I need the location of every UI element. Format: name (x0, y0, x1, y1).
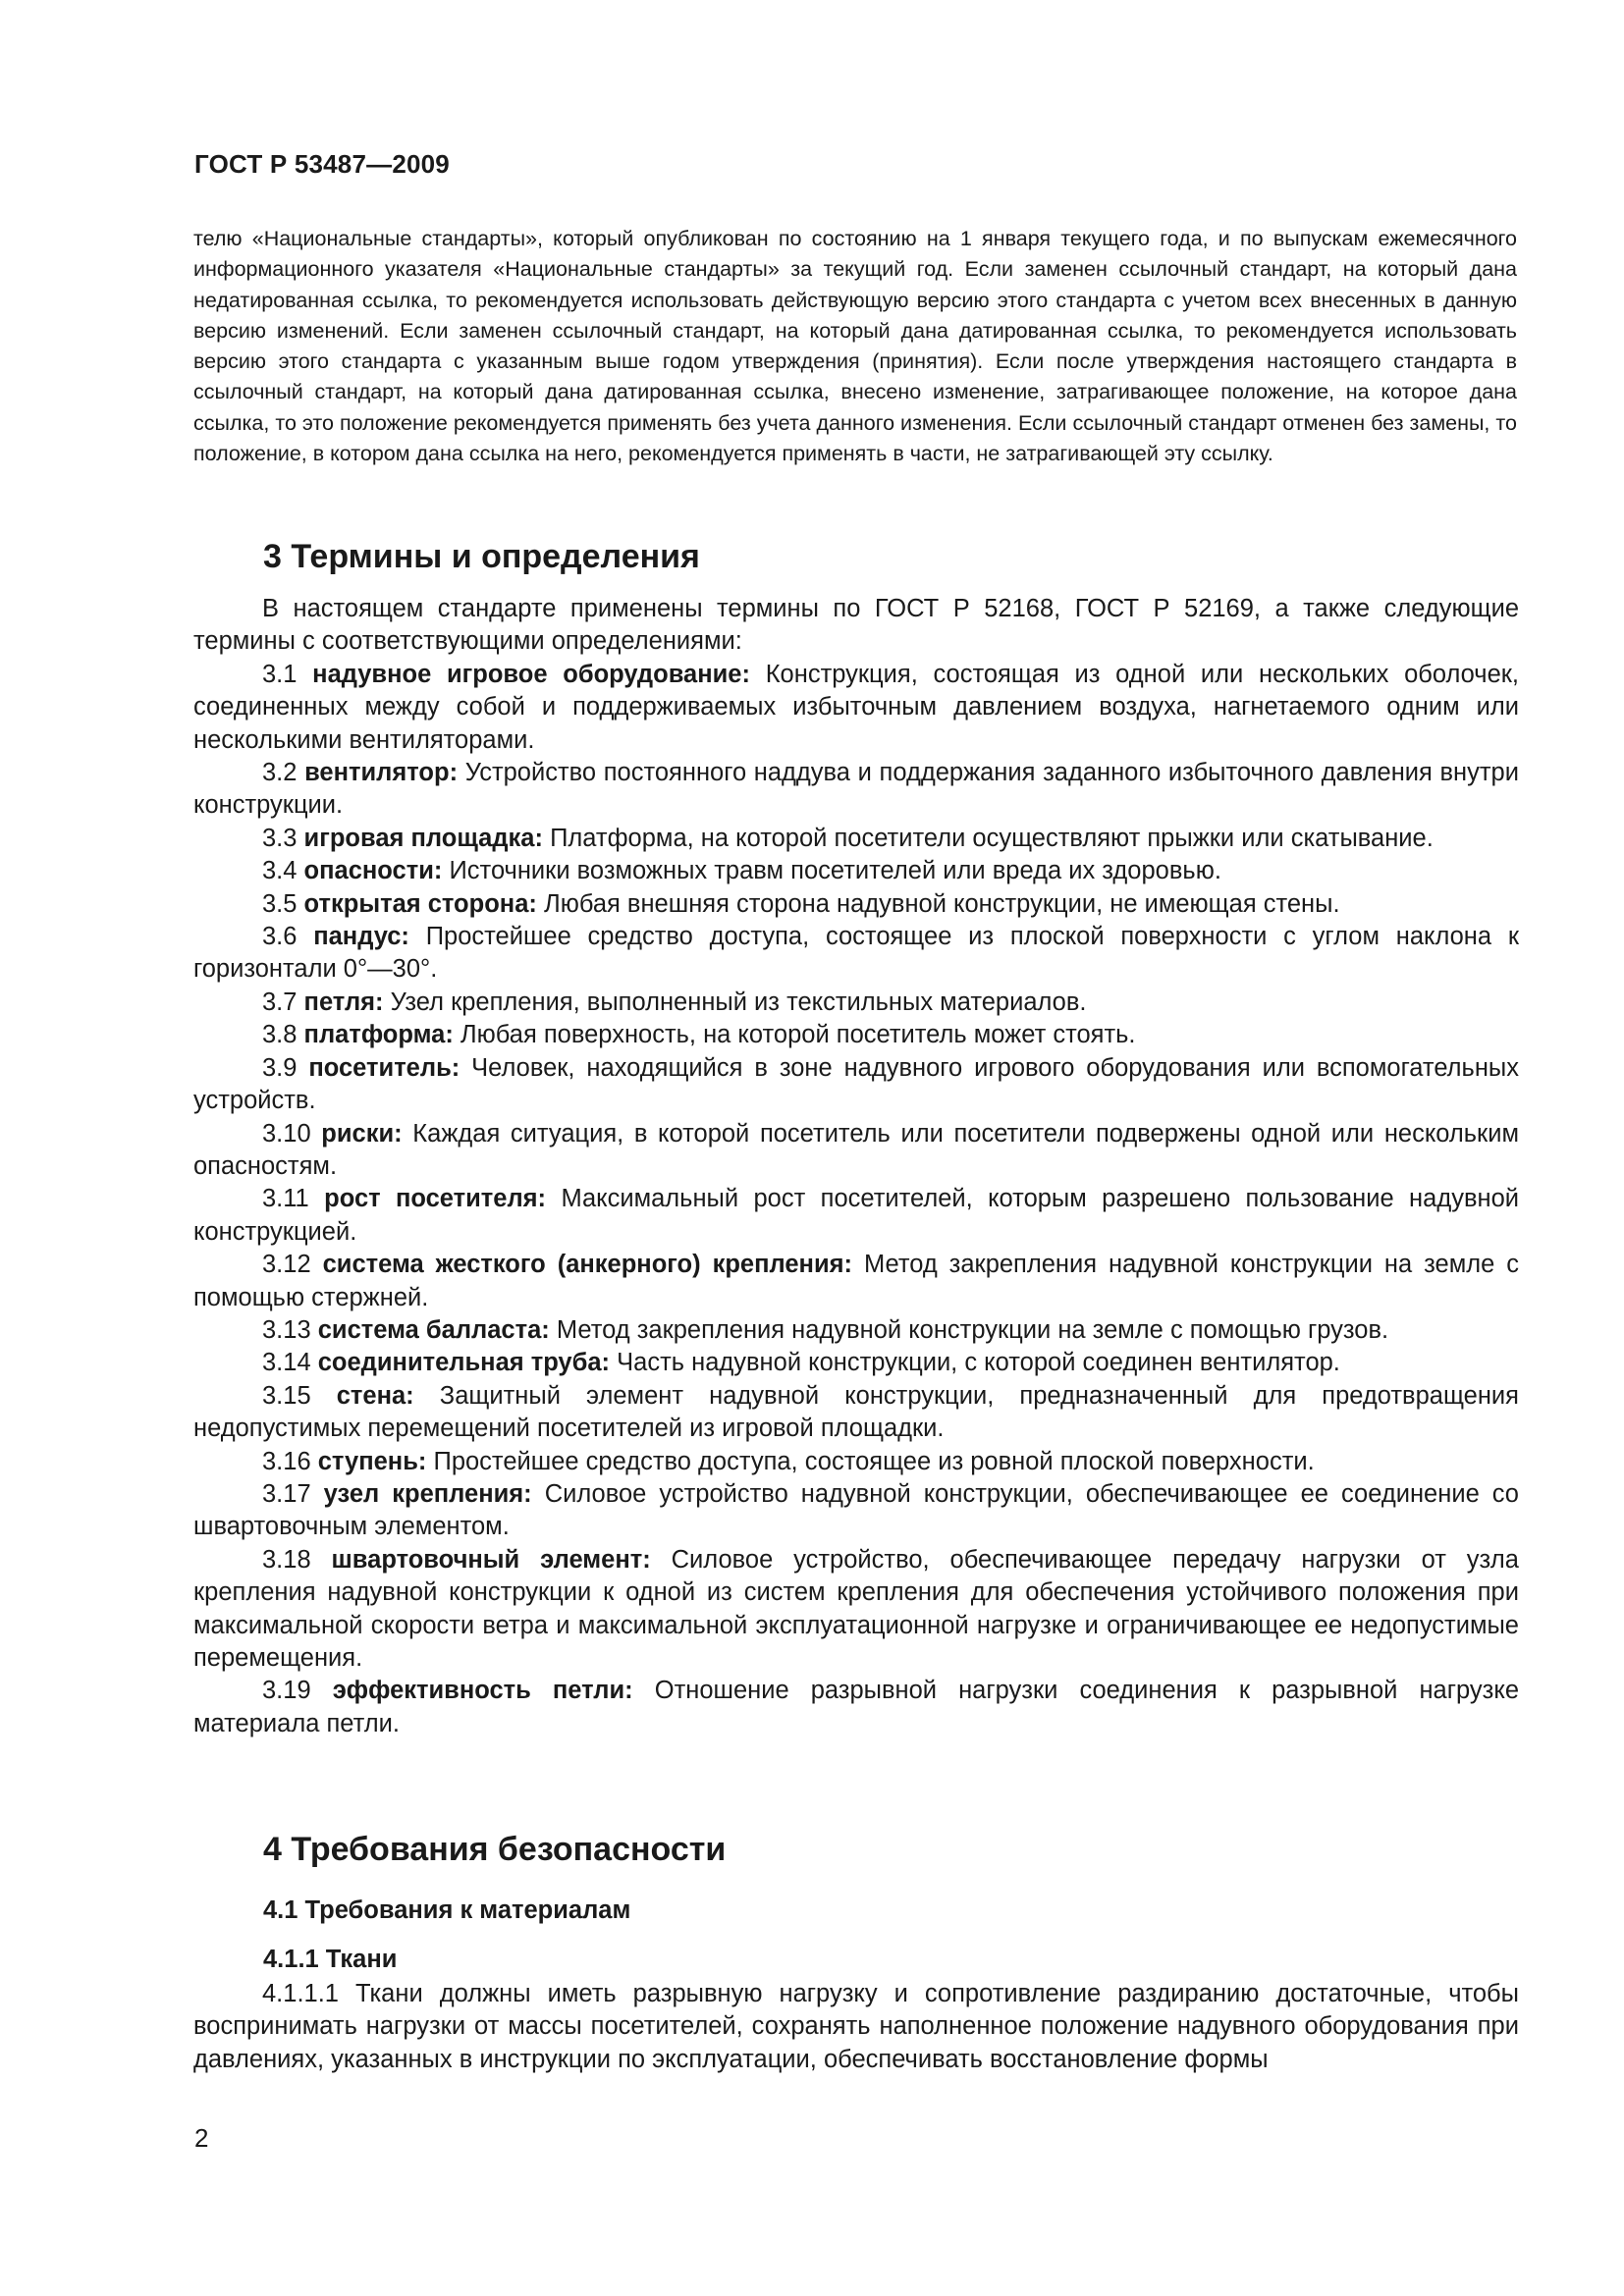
term-number: 3.15 (262, 1381, 311, 1410)
term-number: 3.12 (262, 1251, 311, 1279)
term-number: 3.10 (262, 1119, 311, 1148)
term-name: узел крепления: (323, 1479, 532, 1508)
terms-list (193, 659, 1519, 1740)
intro-text: телю «Национальные стандарты», который опубликован по состоянию на 1 января текущего года, и по выпускам ежемесячного информационного указателя «Национальные стандарты» за текущий год. Если заменен ссылочный стандарт, на который дана недатированная ссылка, то рекомендуется использовать действующую версию этого стандарта с учетом всех внесенных в данную версию изменений. Если заменен ссылочный стандарт, на который дана датированная ссылка, то рекомендуется использовать версию этого стандарта с указанным выше годом утверждения (принятия). Если после утверждения настоящего стандарта в ссылочный стандарт, на который дана датированная ссылка, внесено изменение, затрагивающее положение, на которое дана ссылка, то это положение рекомендуется применять без учета данного изменения. Если ссылочный стандарт отменен без замены, то положение, в котором дана ссылка на него, рекомендуется применять в части, не затрагивающей эту ссылку. (193, 227, 1517, 466)
term-entry (193, 855, 1519, 887)
term-name: система жесткого (анкерного) крепления: (322, 1251, 852, 1279)
section-4-body (193, 1978, 1519, 2076)
term-definition: Защитный элемент надувной конструкции, предназначенный для предотвращения недопустимых перемещений посетителей из игровой площадки. (193, 1381, 1519, 1443)
term-entry (193, 1019, 1519, 1051)
term-number: 3.3 (262, 824, 298, 852)
section-3-heading: 3 Термины и определения (263, 538, 700, 575)
term-name: система балласта: (317, 1315, 550, 1344)
term-definition: Каждая ситуация, в которой посетитель или посетители подвержены одной или нескольким опасностям. (193, 1119, 1519, 1180)
term-entry (193, 1314, 1519, 1347)
term-name: риски: (321, 1119, 403, 1148)
term-definition: Человек, находящийся в зоне надувного игрового оборудования или вспомогательных устройств. (193, 1053, 1519, 1115)
term-entry (193, 1544, 1519, 1676)
term-definition: Отношение разрывной нагрузки соединения к разрывной нагрузке материала петли. (193, 1677, 1519, 1737)
term-name: открытая сторона: (303, 889, 537, 918)
term-name: посетитель: (308, 1053, 460, 1082)
section-4-heading: 4 Требования безопасности (263, 1831, 727, 1868)
term-entry (193, 659, 1519, 757)
subsection-4-1-1-heading: 4.1.1 Ткани (263, 1946, 398, 1973)
term-number: 3.5 (262, 889, 298, 918)
term-definition: Силовое устройство, обеспечивающее передачу нагрузки от узла крепления надувной конструкции к одной из систем крепления для обеспечения устойчивого положения при максимальной скорости ветра и максимальной эксплуатационной нагрузке и ограничивающее ее недопустимые перемещения. (193, 1545, 1519, 1672)
term-definition: Максимальный рост посетителей, которым разрешено пользование надувной конструкцией. (193, 1185, 1519, 1246)
subsection-4-1-heading: 4.1 Требования к материалам (263, 1896, 631, 1924)
term-entry (193, 1183, 1519, 1249)
term-definition: Силовое устройство надувной конструкции, обеспечивающее ее соединение со швартовочным элементом. (193, 1479, 1519, 1541)
term-definition: Любая поверхность, на которой посетитель может стоять. (460, 1021, 1136, 1049)
term-entry (193, 823, 1519, 855)
term-entry (193, 1347, 1519, 1379)
term-entry (193, 1675, 1519, 1740)
term-definition: Любая внешняя сторона надувной конструкции, не имеющая стены. (543, 889, 1340, 918)
intro-paragraph (193, 224, 1517, 469)
term-entry (193, 757, 1519, 823)
term-number: 3.13 (262, 1315, 311, 1344)
term-name: петля: (303, 988, 384, 1016)
term-entry (193, 1118, 1519, 1184)
term-entry (193, 987, 1519, 1019)
term-name: швартовочный элемент: (331, 1545, 651, 1574)
term-entry (193, 1446, 1519, 1478)
term-number: 3.6 (262, 923, 298, 951)
term-name: платформа: (303, 1021, 454, 1049)
term-entry (193, 1380, 1519, 1446)
term-number: 3.18 (262, 1545, 311, 1574)
term-number: 3.17 (262, 1479, 311, 1508)
term-entry (193, 1478, 1519, 1544)
term-definition: Простейшее средство доступа, состоящее из плоской поверхности с углом наклона к горизонтали 0°—30°. (193, 923, 1519, 984)
term-definition: Конструкция, состоящая из одной или нескольких оболочек, соединенных между собой и поддерживаемых избыточным давлением воздуха, нагнетаемого одним или несколькими вентиляторами. (193, 660, 1519, 754)
term-entry (193, 1052, 1519, 1118)
term-number: 3.8 (262, 1021, 298, 1049)
section-3-intro: В настоящем стандарте применены термины по ГОСТ Р 52168, ГОСТ Р 52169, а также следующие термины с соответствующими определениями: (193, 595, 1519, 656)
term-number: 3.7 (262, 988, 298, 1016)
term-name: эффективность петли: (332, 1677, 633, 1705)
term-definition: Платформа, на которой посетители осуществляют прыжки или скатывание. (550, 824, 1434, 852)
term-definition: Простейшее средство доступа, состоящее из ровной плоской поверхности. (433, 1447, 1315, 1475)
page-number: 2 (194, 2123, 209, 2153)
term-name: надувное игровое оборудование: (312, 660, 750, 688)
term-number: 3.16 (262, 1447, 311, 1475)
term-entry (193, 921, 1519, 987)
term-entry (193, 1249, 1519, 1314)
term-number: 3.19 (262, 1677, 311, 1705)
term-number: 3.9 (262, 1053, 298, 1082)
term-definition: Часть надувной конструкции, с которой соединен вентилятор. (617, 1349, 1340, 1377)
term-definition: Устройство постоянного наддува и поддержания заданного избыточного давления внутри конструкции. (193, 759, 1519, 820)
term-name: стена: (336, 1381, 414, 1410)
paragraph-4-1-1-1: 4.1.1.1 Ткани должны иметь разрывную нагрузку и сопротивление раздиранию достаточные, чтобы воспринимать нагрузки от массы посетителей, сохранять наполненное положение надувного оборудования при давлениях, указанных в инструкции по эксплуатации, обеспечивать восстановление формы (193, 1980, 1519, 2073)
term-entry (193, 888, 1519, 921)
term-definition: Узел крепления, выполненный из текстильных материалов. (390, 988, 1087, 1016)
term-number: 3.2 (262, 759, 298, 787)
term-definition: Метод закрепления надувной конструкции на земле с помощью стержней. (193, 1251, 1519, 1311)
term-name: рост посетителя: (324, 1185, 547, 1213)
term-name: опасности: (303, 857, 443, 885)
term-name: соединительная труба: (317, 1349, 611, 1377)
document-header: ГОСТ Р 53487—2009 (194, 149, 450, 179)
term-name: ступень: (317, 1447, 427, 1475)
term-number: 3.11 (262, 1185, 309, 1213)
term-definition: Источники возможных травм посетителей или вреда их здоровью. (449, 857, 1221, 885)
section-3-body (193, 593, 1519, 1740)
term-name: вентилятор: (304, 759, 459, 787)
term-name: пандус: (313, 923, 409, 951)
term-name: игровая площадка: (303, 824, 543, 852)
term-number: 3.1 (262, 660, 298, 688)
term-number: 3.14 (262, 1349, 311, 1377)
term-number: 3.4 (262, 857, 298, 885)
term-definition: Метод закрепления надувной конструкции на земле с помощью грузов. (556, 1315, 1389, 1344)
